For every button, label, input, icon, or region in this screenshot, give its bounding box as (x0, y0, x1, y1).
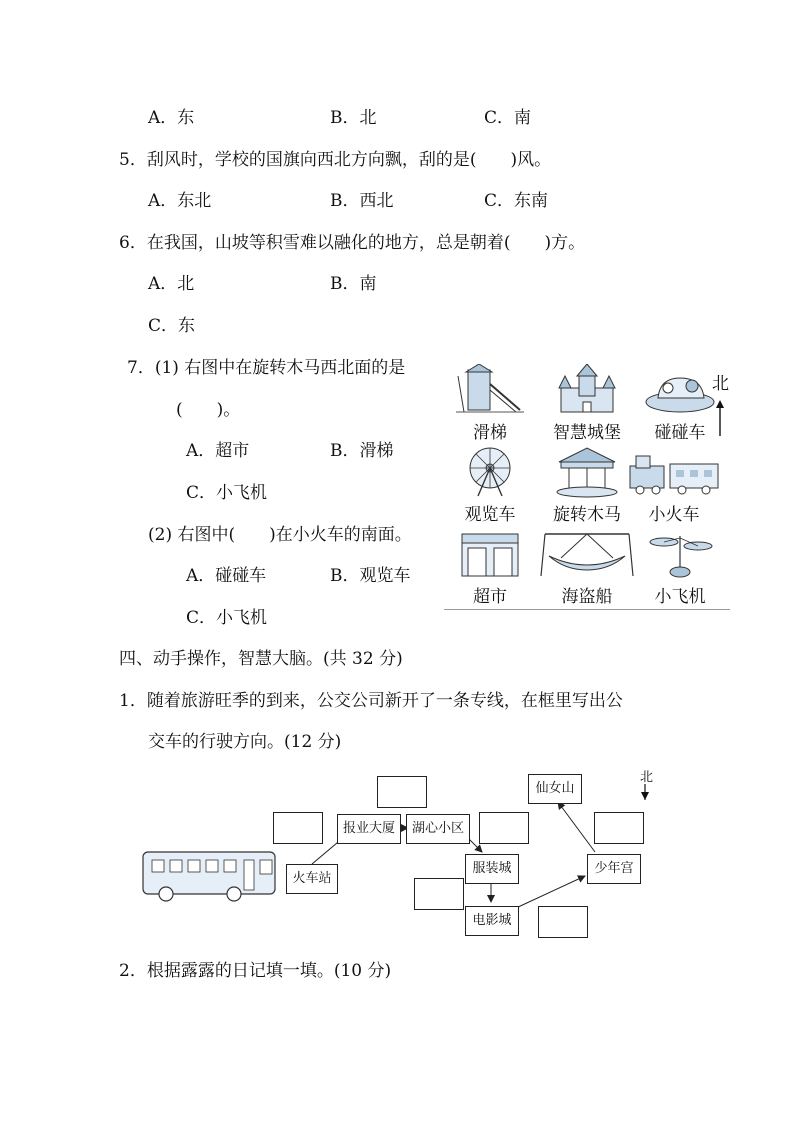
cell-slide (444, 362, 536, 444)
q7-part1-option-a: A．超市 (186, 441, 250, 461)
cell-label-bumper-car: 碰碰车 (654, 423, 706, 443)
q7-part2: (2) 右图中( )在小火车的南面。 (148, 525, 412, 545)
q5-question: 5．刮风时，学校的国旗向西北方向飘，刮的是( )风。 (119, 150, 552, 170)
pirate-ship-icon (539, 528, 635, 580)
q6-option-a: A．北 (148, 274, 195, 294)
grid-north-indicator (710, 374, 730, 436)
station-cinema: 电影城 (465, 906, 519, 936)
park-grid (444, 362, 730, 608)
cell-label-carousel: 旋转木马 (553, 505, 621, 525)
q7-part1-option-c: C．小飞机 (186, 483, 268, 503)
cell-castle (541, 362, 633, 444)
grid-north-label: 北 (712, 374, 729, 394)
station-lake-community: 湖心小区 (406, 814, 470, 844)
answer-box-3[interactable] (479, 812, 529, 844)
answer-box-1[interactable] (273, 812, 323, 844)
castle-icon (551, 364, 623, 416)
bumper-car-icon (644, 364, 716, 416)
ferris-wheel-icon (454, 446, 526, 498)
cell-label-train: 小火车 (648, 505, 700, 525)
q6-option-b: B．南 (330, 274, 377, 294)
q4-option-a: A．东 (148, 108, 195, 128)
q7-part1-option-b: B．滑梯 (330, 441, 394, 461)
answer-box-2[interactable] (377, 776, 427, 808)
q7-part2-option-c: C．小飞机 (186, 608, 268, 628)
plane-ride-icon (644, 528, 716, 580)
section4-q1-line1: 1．随着旅游旺季的到来，公交公司新开了一条专线，在框里写出公 (119, 691, 623, 711)
section4-title: 四、动手操作，智慧大脑。(共 32 分) (119, 649, 403, 669)
q7-part1: 7．(1) 右图中在旋转木马西北面的是 (127, 358, 406, 378)
station-clothing-city: 服装城 (465, 854, 519, 884)
carousel-icon (551, 446, 623, 498)
supermarket-icon (454, 528, 526, 580)
cell-supermarket (444, 526, 536, 608)
train-icon (626, 446, 722, 498)
q7-part1-blank: ( )。 (176, 400, 241, 420)
cell-ferris-wheel (444, 444, 536, 526)
answer-box-4[interactable] (414, 878, 464, 910)
answer-box-6[interactable] (594, 812, 644, 844)
q6-question: 6．在我国，山坡等积雪难以融化的地方，总是朝着( )方。 (119, 233, 586, 253)
q7-part2-option-b: B．观览车 (330, 566, 411, 586)
section4-q1-line2: 交车的行驶方向。(12 分) (148, 732, 342, 752)
cell-label-supermarket: 超市 (473, 587, 507, 607)
cell-label-castle: 智慧城堡 (553, 423, 621, 443)
cell-label-plane: 小飞机 (654, 587, 706, 607)
q6-option-c: C．东 (148, 316, 196, 336)
q4-option-c: C．南 (484, 108, 532, 128)
cell-label-slide: 滑梯 (473, 423, 507, 443)
station-fairy-mountain: 仙女山 (528, 774, 582, 804)
grid-baseline (444, 609, 730, 610)
station-train-station: 火车站 (286, 864, 338, 894)
cell-label-ferris-wheel: 观览车 (464, 505, 516, 525)
station-newspaper-building: 报业大厦 (337, 814, 401, 844)
route-diagram (140, 770, 660, 940)
q4-option-b: B．北 (330, 108, 377, 128)
q5-option-a: A．东北 (148, 191, 212, 211)
cell-plane (634, 526, 726, 608)
section4-q2: 2．根据露露的日记填一填。(10 分) (119, 961, 392, 981)
cell-train (618, 444, 730, 526)
q7-part2-option-a: A．碰碰车 (186, 566, 267, 586)
answer-box-5[interactable] (538, 906, 588, 938)
north-arrow-icon (714, 400, 726, 436)
bus-icon (143, 852, 275, 901)
slide-icon (454, 364, 526, 416)
station-youth-palace: 少年宫 (587, 854, 641, 884)
route-north-label: 北 (640, 770, 654, 785)
cell-pirate-ship (529, 526, 645, 608)
q5-option-b: B．西北 (330, 191, 394, 211)
q5-option-c: C．东南 (484, 191, 549, 211)
cell-label-pirate-ship: 海盗船 (561, 587, 613, 607)
